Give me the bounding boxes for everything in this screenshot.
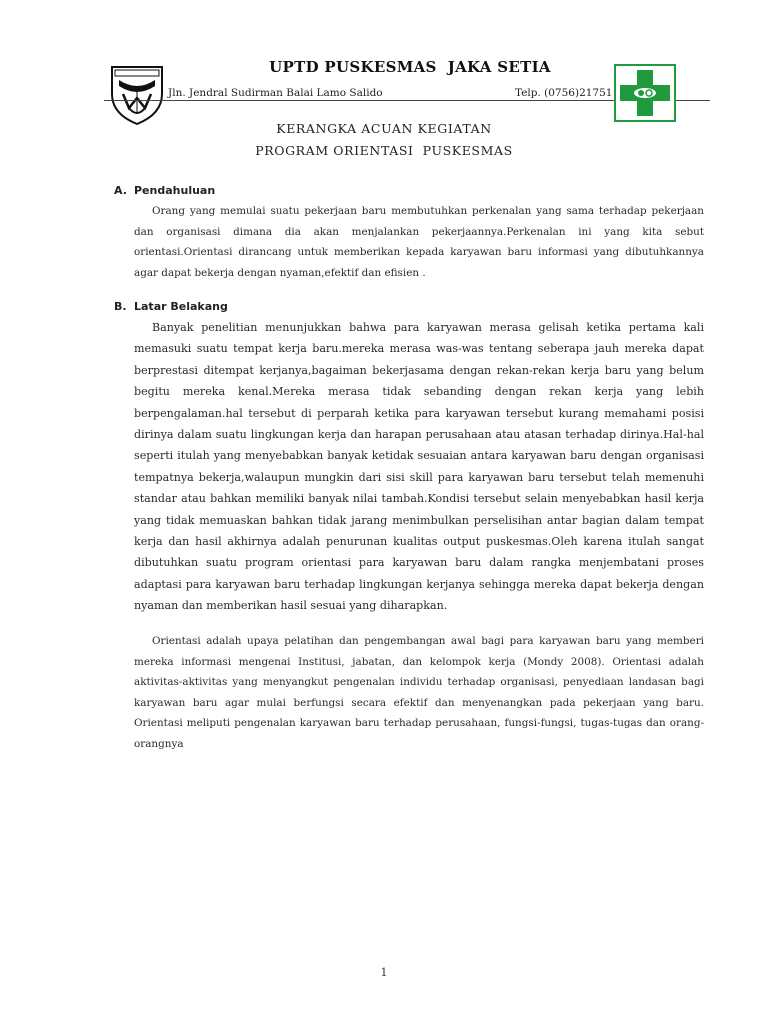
section-a-paragraph	[134, 201, 704, 283]
document-subtitle: PROGRAM ORIENTASI PUSKESMAS	[255, 143, 513, 158]
section-a-heading	[114, 184, 215, 197]
institution-phone: Telp. (0756)21751	[515, 87, 613, 99]
regency-emblem-logo	[109, 64, 165, 126]
section-b-paragraph-2-text: Orientasi adalah upaya pelatihan dan pengembangan awal bagi para karyawan baru yang memberi mereka informasi mengenai Institusi, jabatan, dan kelompok kerja (Mondy 2008). Orientasi adalah aktivitas-aktivitas yang menyangkut pengenalan individu terhadap organisasi, penyediaan landasan bagi karyawan baru agar mulai berfungsi secara efektif dan menyenangkan pada pekerjaan yang baru. Orientasi meliputi pengenalan karyawan baru terhadap perusahaan, fungsi-fungsi, tugas-tugas dan orang-orangnya	[134, 635, 704, 750]
document-title: KERANGKA ACUAN KEGIATAN	[276, 121, 492, 136]
puskesmas-cross-logo	[614, 64, 676, 122]
section-b-paragraph-1-text: Banyak penelitian menunjukkan bahwa para karyawan merasa gelisah ketika pertama kali memasuki suatu tempat kerja baru.mereka merasa was-was tentang seberapa jauh mereka dapat berprestasi ditempat kerjanya,bagaiman bekerjasama dengan rekan-rekan kerja baru yang belum begitu mereka kenal.Mereka merasa tidak sebanding dengan rekan kerja yang lebih berpengalaman.hal tersebut di perparah ketika para karyawan tersebut kurang memahami posisi dirinya dalam suatu lingkungan kerja dan harapan perusahaan atau atasan terhadap dirinya.Hal-hal seperti itulah yang menyebabkan banyak ketidak sesuaian antara karyawan baru dengan organisasi tempatnya bekerja,walaupun mungkin dari sisi skill para karyawan baru tersebut telah memenuhi standar atau bahkan memiliki banyak nilai tambah.Kondisi tersebut selain menyebabkan hasil kerja yang tidak memuaskan bahkan tidak jarang menimbulkan perselisihan antar bagian dalam tempat kerja dan hasil akhirnya adalah penurunan kualitas output puskesmas.Oleh karena itulah sangat dibutuhkan suatu program orientasi para karyawan baru dalam rangka menjembatani proses adaptasi para karyawan baru terhadap lingkungan kerjanya sehingga mereka dapat bekerja dengan nyaman dan memberikan hasil sesuai yang diharapkan.	[134, 321, 704, 613]
institution-name: UPTD PUSKESMAS JAKA SETIA	[269, 58, 551, 76]
section-a-paragraph-text: Orang yang memulai suatu pekerjaan baru membutuhkan perkenalan yang sama terhadap pekerjaan dan organisasi dimana dia akan menjalankan pekerjaannya.Perkenalan ini yang kita sebut orientasi.Orientasi dirancang untuk memberikan kepada karyawan baru informasi yang dibutuhkannya agar dapat bekerja dengan nyaman,efektif dan efisien .	[134, 205, 704, 279]
page-number: 1	[380, 966, 388, 979]
section-a-title: Pendahuluan	[134, 184, 216, 197]
section-b-paragraph-1	[134, 317, 704, 617]
section-b-number: B.	[114, 300, 127, 313]
section-a-number: A.	[114, 184, 127, 197]
section-b-heading	[114, 300, 228, 313]
section-b-paragraph-2	[134, 631, 704, 754]
section-b-title: Latar Belakang	[134, 300, 228, 313]
institution-address: Jln. Jendral Sudirman Balai Lamo Salido	[168, 87, 383, 99]
